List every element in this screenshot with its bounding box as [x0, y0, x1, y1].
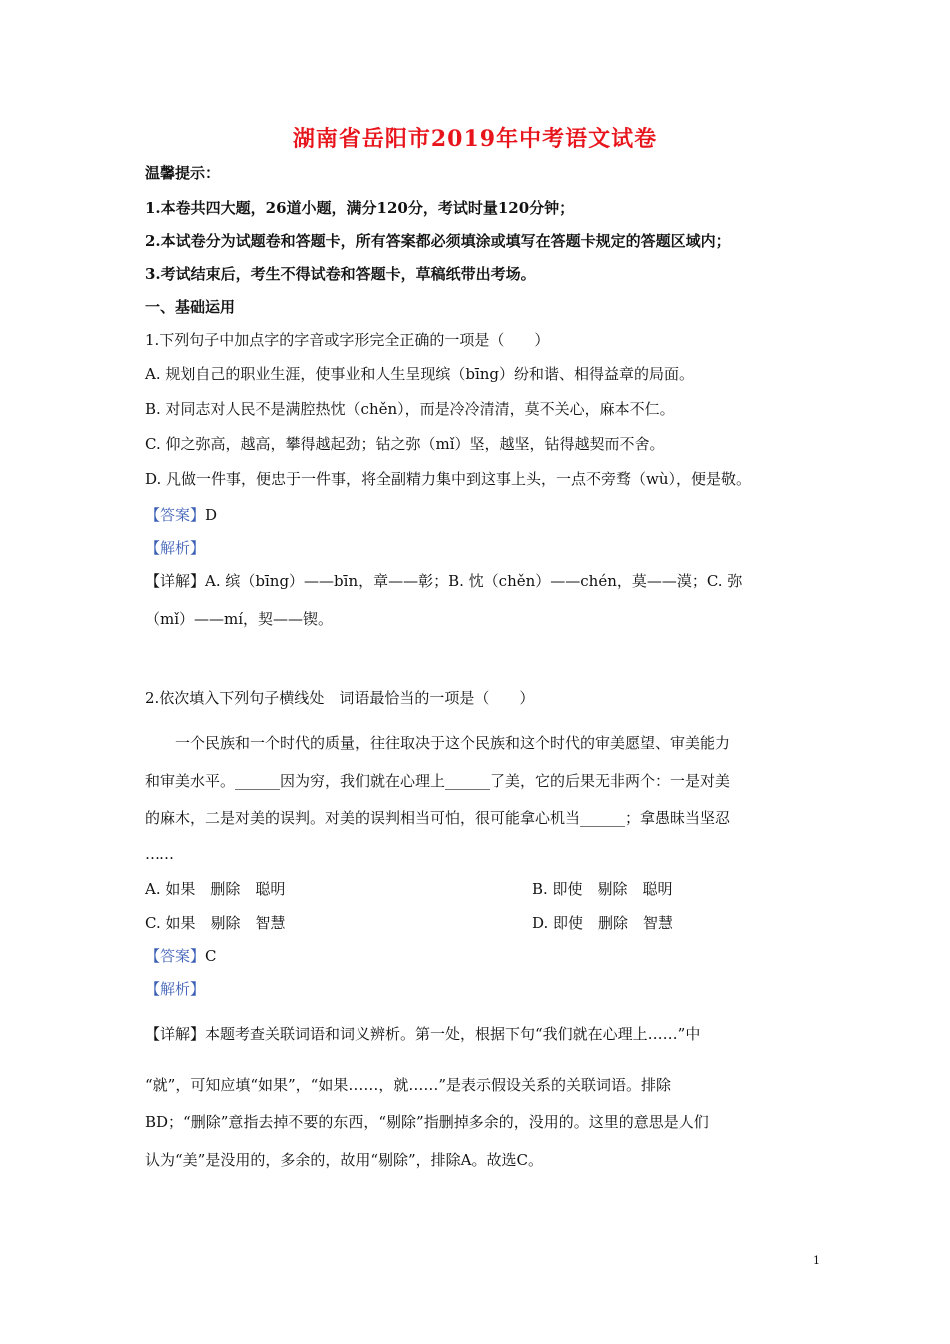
- tip-item-1: 1.本卷共四大题，26道小题，满分120分，考试时量120分钟；: [145, 199, 575, 217]
- question-2-detail-line-1: [145, 1024, 700, 1044]
- question-2-passage-line-1: 一个民族和一个时代的质量，往往取决于这个民族和这个时代的审美愿望、审美能力: [175, 734, 731, 752]
- question-2-option-b: B. 即使 剔除 聪明: [532, 880, 673, 898]
- question-1-detail-line-2: （mǐ）——mí，契——锲。: [145, 610, 334, 628]
- detail-tag: 【详解】: [145, 1025, 206, 1043]
- tips-heading: 温馨提示：: [145, 164, 221, 182]
- answer-value: C: [205, 947, 217, 965]
- answer-tag: 【答案】: [145, 506, 206, 524]
- question-2-stem: 2.依次填入下列句子横线处 词语最恰当的一项是（ ）: [145, 689, 535, 707]
- question-1-detail-line-1: [145, 571, 742, 591]
- detail-tag: 【详解】: [145, 572, 206, 590]
- section-heading: 一、基础运用: [145, 298, 236, 316]
- question-2-detail-line-2: “就”，可知应填“如果”，“如果……，就……”是表示假设关系的关联词语。排除: [145, 1076, 672, 1094]
- question-2-passage-line-2: 和审美水平。______因为穷，我们就在心理上______了美，它的后果无非两个：一是对美: [145, 772, 731, 790]
- question-1-option-a: A. 规划自己的职业生涯，使事业和人生呈现缤（bīng）纷和谐、相得益章的局面。: [145, 365, 695, 383]
- question-1-option-c: C. 仰之弥高，越高，攀得越起劲；钻之弥（mǐ）坚，越坚，钻得越契而不舍。: [145, 435, 665, 453]
- question-1-answer: [145, 505, 217, 525]
- question-2-answer: [145, 946, 217, 966]
- question-1-option-b: B. 对同志对人民不是满腔热忱（chěn），而是冷冷清清，莫不关心，麻本不仁。: [145, 400, 675, 418]
- question-2-option-d: D. 即使 删除 智慧: [532, 914, 674, 932]
- question-2-detail-line-3: BD；“删除”意指去掉不要的东西，“剔除”指删掉多余的，没用的。这里的意思是人们: [145, 1113, 709, 1131]
- question-2-detail-line-4: 认为“美”是没用的，多余的，故用“剔除”，排除A。故选C。: [145, 1151, 543, 1169]
- tip-item-2: 2.本试卷分为试题卷和答题卡，所有答案都必须填涂或填写在答题卡规定的答题区域内；: [145, 232, 731, 250]
- question-1-stem: 1.下列句子中加点字的字音或字形完全正确的一项是（ ）: [145, 331, 550, 349]
- question-2-option-c: C. 如果 剔除 智慧: [145, 914, 286, 932]
- question-2-analysis-tag: 【解析】: [145, 980, 206, 998]
- question-2-option-a: A. 如果 删除 聪明: [145, 880, 286, 898]
- detail-text: A. 缤（bīng）——bīn，章——彰；B. 忱（chěn）——chén，莫——漠；C. 弥: [205, 572, 743, 590]
- question-2-passage-line-4: ……: [145, 845, 173, 863]
- question-1-analysis-tag: 【解析】: [145, 539, 206, 557]
- detail-text: 本题考查关联词语和词义辨析。第一处，根据下句“我们就在心理上……”中: [205, 1025, 701, 1043]
- answer-value: D: [205, 506, 218, 524]
- question-2-passage-line-3: 的麻木，二是对美的误判。对美的误判相当可怕，很可能拿心机当______；拿愚昧当坚忍: [145, 809, 731, 827]
- exam-title: 湖南省岳阳市2019年中考语文试卷: [292, 126, 658, 152]
- page-number: 1: [813, 1254, 820, 1267]
- answer-tag: 【答案】: [145, 947, 206, 965]
- question-1-option-d: D. 凡做一件事，便忠于一件事，将全副精力集中到这事上头，一点不旁骛（wù），便是敬。: [145, 470, 752, 488]
- tip-item-3: 3.考试结束后，考生不得试卷和答题卡，草稿纸带出考场。: [145, 265, 536, 283]
